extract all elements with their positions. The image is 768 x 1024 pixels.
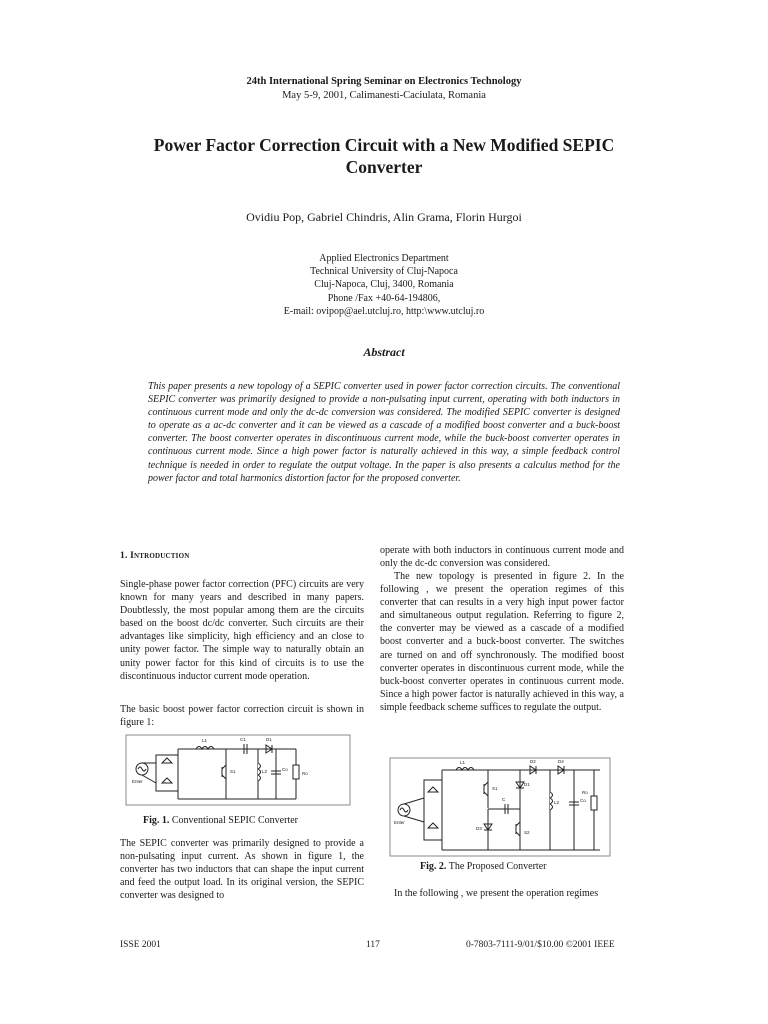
- fig2-label-l2: L2: [554, 800, 560, 805]
- right-column-para-1: operate with both inductors in continuous current mode and only the dc-dc conversion was considered.: [380, 545, 624, 570]
- fig2-label-l1: L1: [460, 760, 466, 765]
- conference-name: 24th International Spring Seminar on Electronics Technology: [246, 76, 522, 87]
- fig2-inductor-l2: [550, 792, 553, 810]
- fig2-label-d2: D2: [530, 759, 536, 764]
- fig1-label-d1: D1: [266, 737, 272, 742]
- fig2-label-d1: D1: [524, 782, 530, 787]
- fig1-label-co: Co: [282, 767, 288, 772]
- authors: Ovidiu Pop, Gabriel Chindris, Alin Grama, Florin Hurgoi: [246, 210, 522, 224]
- affiliation-addr: Cluj-Napoca, Cluj, 3400, Romania: [314, 279, 454, 291]
- figure-1-label: Fig. 1.: [143, 815, 170, 826]
- fig2-bridge: [424, 780, 442, 840]
- conference-date-location: May 5-9, 2001, Calimanesti-Caciulata, Romania: [282, 90, 486, 101]
- fig2-label-c: C: [502, 797, 506, 802]
- fig1-label-l2: L2: [262, 769, 268, 774]
- left-column-para-2: The basic boost power factor correction circuit is shown in figure 1:: [120, 704, 364, 729]
- figure-2-label: Fig. 2.: [420, 861, 447, 872]
- right-column-para-2: The new topology is presented in figure 2. In the following , we present the operation regimes of this converter that can results in a very high input power factor and simultaneous output regulation. Referring to figure 2, the converter may be viewed as a cascade of a modified boost converter and a buck-boost converter. The switches are turned on and off synchronously. The modified boost converter operates in discontinuous current mode, while the buck-boost converter operates in continuous current mode. Since a high power factor is naturally achieved in this way, a simple feedback scheme suffices to regulate the output.: [380, 571, 624, 713]
- section-heading: [120, 551, 190, 561]
- fig2-label-s1: S1: [492, 786, 498, 791]
- abstract-text: This paper presents a new topology of a SEPIC converter used in power factor correction circuits. The conventional SEPIC converter was primarily designed to provide a non-pulsating input current, operating with both inductors in continuous current mode and only the dc-dc conversion was considered. The modified SEPIC converter is designed to operate as a ac-dc converter and it can be viewed as a cascade of a modified boost converter and a buck-boost converter. The boost converter operates in discontinuous current mode, while the buck-boost converter operates in continuous current mode. Since a high power factor is naturally achieved in this way, a simple feedback control technique is needed in order to regulate the output voltage. In the paper is also presents a calculus method for the power factor and total harmonics distortion factor for the proposed converter.: [148, 381, 620, 484]
- fig2-switch-s1: [484, 782, 488, 796]
- abstract-heading: Abstract: [363, 345, 405, 359]
- fig2-frame: [390, 758, 610, 856]
- right-column-para-3: In the following , we present the operation regimes: [394, 888, 599, 899]
- figure-1-circuit: [126, 735, 366, 805]
- fig1-frame: [126, 735, 350, 805]
- fig2-label-ro: Ro: [582, 790, 588, 795]
- left-column-para-3: The SEPIC converter was primarily designed to provide a non-pulsating input current. As shown in figure 1, the converter has two inductors that can shape the input current and feed the output load. In its original version, the SEPIC converter was designed to: [120, 838, 364, 902]
- figure-1-caption-text: Conventional SEPIC Converter: [169, 815, 298, 826]
- fig2-source-wave: [400, 808, 408, 812]
- fig2-label-d4: D4: [558, 759, 564, 764]
- fig1-label-src: Enter: [132, 779, 143, 784]
- fig2-label-co: Co: [580, 798, 586, 803]
- paper-title-line-1: Power Factor Correction Circuit with a New Modified SEPIC: [153, 135, 615, 155]
- fig1-inductor-l2: [258, 763, 261, 781]
- figure-2-caption: [420, 861, 546, 872]
- figure-2-circuit: [390, 758, 620, 858]
- fig2-switch-s2: [516, 822, 520, 836]
- fig2-label-d3: D3: [476, 826, 482, 831]
- fig1-bridge: [156, 755, 178, 791]
- fig1-label-s1: S1: [230, 769, 236, 774]
- section-number: 1.: [120, 551, 128, 561]
- fig2-label-src: Enter: [394, 820, 405, 825]
- paper-title: [104, 134, 664, 178]
- footer-left: ISSE 2001: [120, 940, 161, 950]
- fig1-bridge-diodes: [162, 758, 172, 783]
- fig2-wire-src-bot: [404, 816, 424, 822]
- affiliation-dept: Applied Electronics Department: [319, 253, 449, 264]
- fig2-resistor-ro: [591, 796, 597, 810]
- affiliation: [0, 252, 768, 318]
- figure-2-caption-text: The Proposed Converter: [446, 861, 547, 872]
- fig2-bridge-diodes: [428, 787, 438, 828]
- section-title: Introduction: [130, 551, 190, 561]
- figure-1-caption: [143, 815, 298, 826]
- affiliation-univ: Technical University of Cluj-Napoca: [310, 266, 458, 278]
- paper-title-line-2: Converter: [345, 157, 423, 177]
- fig1-label-l1: L1: [202, 738, 208, 743]
- left-column-para-1: Single-phase power factor correction (PFC) circuits are very known for many years and described in many papers. Doubtlessly, the most popular among them are the circuits based on the boost dc/dc converter. Such circuits are their advantages like simplicity, high efficiency and an close to unity power factor. The simple way to naturally obtain an unity power factor for this kind of circuits is to use the discontinuous inductor current mode operation.: [120, 579, 364, 682]
- fig1-label-ro: Ro: [302, 771, 308, 776]
- fig1-resistor-ro: [293, 765, 299, 779]
- affiliation-phone: Phone /Fax +40-64-194806,: [327, 292, 441, 304]
- fig1-switch-s1: [222, 765, 226, 779]
- fig1-wire-src-bot: [142, 775, 156, 783]
- page-number: 117: [366, 940, 380, 950]
- fig1-source-wave: [138, 767, 146, 771]
- affiliation-email: E-mail: ovipop@ael.utcluj.ro, http:\www.utcluj.ro: [283, 305, 485, 317]
- fig2-label-s2: S2: [524, 830, 530, 835]
- fig2-wire-src-top: [404, 798, 424, 804]
- footer-right: 0-7803-7111-9/01/$10.00 ©2001 IEEE: [466, 940, 615, 950]
- fig1-label-c1: C1: [240, 737, 246, 742]
